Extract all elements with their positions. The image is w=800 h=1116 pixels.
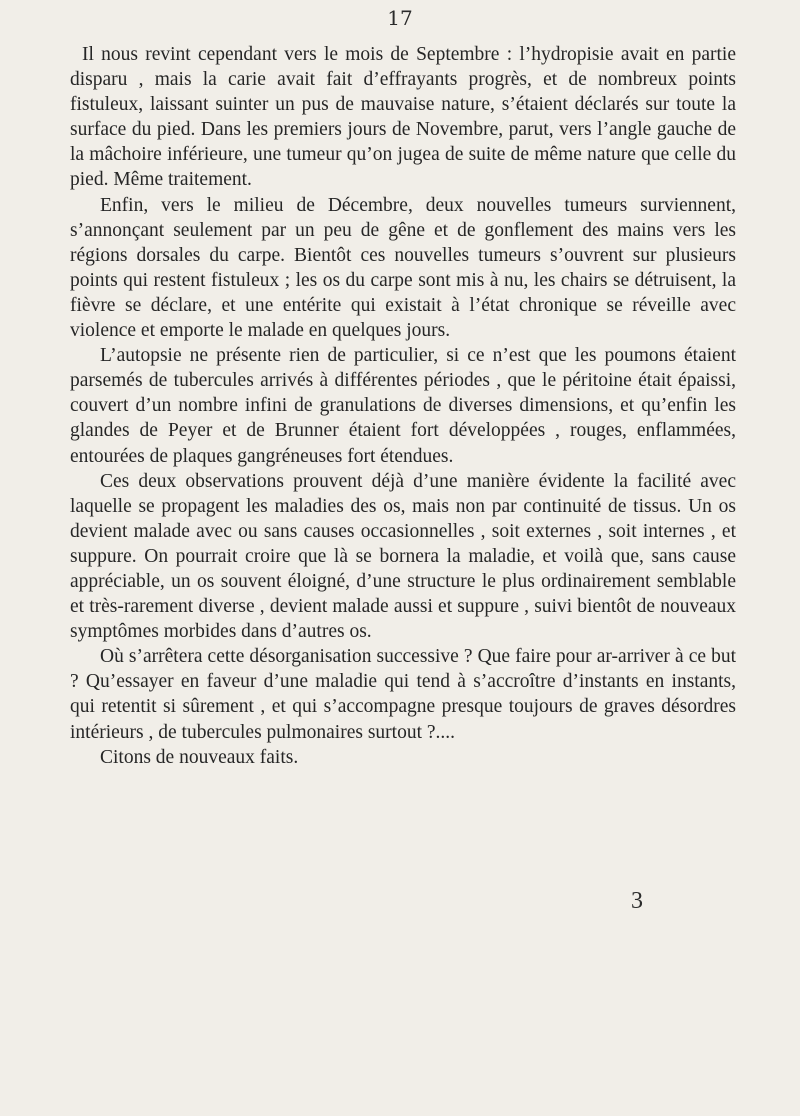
paragraph: Ces deux observations prouvent déjà d’une manière évidente la facilité avec laquelle se propagent les maladies des os, mais non par continuité de tissus. Un os devient malade avec ou sans causes occasionnelles , soit externes , soit internes , et suppure. On pourrait croire que là se bornera la maladie, et voilà que, sans cause appréciable, un os souvent éloigné, d’une structure le plus ordinairement semblable et très-rarement diverse , devient malade aussi et suppure , suivi bientôt de nouveaux symptômes morbides dans d’autres os.: [70, 470, 736, 643]
paragraph: Citons de nouveaux faits.: [100, 746, 299, 768]
paragraph: Enfin, vers le milieu de Décembre, deux nouvelles tumeurs surviennent, s’annonçant seulement par un peu de gêne et de gonflement des mains vers les régions dorsales du carpe. Bientôt ces nouvelles tumeurs s’ouvrent sur plusieurs points qui restent fistuleux ; les os du carpe sont mis à nu, les chairs se détruisent, la fièvre se déclare, et une entérite qui existait à l’état chronique se réveille avec violence et emporte le malade en quelques jours.: [70, 194, 736, 342]
signature-mark: 3: [631, 888, 643, 914]
paragraph: Où s’arrêtera cette désorganisation successive ? Que faire pour ar-arriver à ce but ? Qu’essayer en faveur d’une maladie qui tend à s’accroître d’instants en instants, qui retentit si sûrement , et qui s’accompagne presque toujours de graves désordres intérieurs , de tubercules pulmonaires surtout ?....: [70, 646, 736, 743]
paragraph: L’autopsie ne présente rien de particulier, si ce n’est que les poumons étaient parsemés de tubercules arrivés à différentes périodes , que le péritoine était épaissi, couvert d’un nombre infini de granulations de diverses dimensions, et qu’enfin les glandes de Peyer et de Brunner étaient fort développées , rouges, enflammées, entourées de plaques gangréneuses fort étendues.: [70, 345, 736, 467]
page-number: 17: [387, 6, 413, 30]
paragraph: Il nous revint cependant vers le mois de Septembre : l’hydropisie avait en partie disparu , mais la carie avait fait d’effrayants progrès, et de nombreux points fistuleux, laissant suinter un pus de mauvaise nature, s’étaient déclarés sur toute la surface du pied. Dans les premiers jours de Novembre, parut, vers l’angle gauche de la mâchoire inférieure, une tumeur qu’on jugea de suite de même nature que celle du pied. Même traitement.: [70, 44, 736, 191]
body-text: [70, 42, 736, 770]
